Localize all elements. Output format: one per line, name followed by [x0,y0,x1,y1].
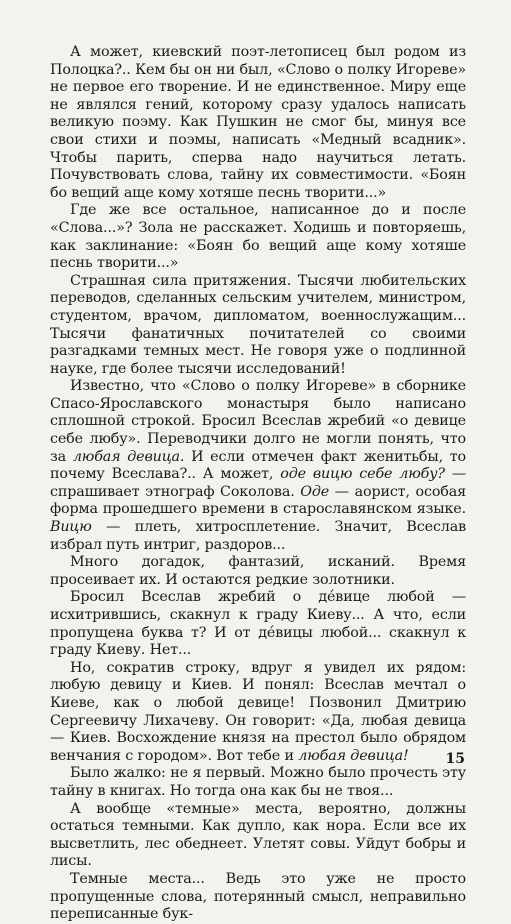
italic-phrase: оде вицю себе любу? [280,466,445,483]
paragraph-4-text: — спрашивает этнограф Соколова. [50,466,466,500]
paragraph-9: А вообще «темные» места, вероятно, должны остаться темными. Как дупло, как нора. Если все их высветлить, лес обеднеет. Улетят совы. Уйдут бобры и лисы. [50,800,466,870]
paragraph-7 [50,660,466,766]
paragraph-4-text: — плеть, хитросплетение. Значит, Всеслав избрал путь интриг, раздоров... [50,519,466,553]
book-page-text [50,44,466,924]
paragraph-4-text: . И если отмечен факт женитьбы, то почему Всеслава?.. А может, [50,448,466,483]
italic-phrase: любая девица [72,448,180,465]
paragraph-1: А может, киевский поэт-летописец был родом из Полоцка?.. Кем бы он ни был, «Слово о полку Игореве» не первое его творение. И не единственное. Миру еще не являлся гений, которому сразу удалось написать великую поэму. Как Пушкин не смог бы, минуя все свои стихи и поэмы, написать «Медный всадник». Чтобы парить, сперва надо научиться летать. Почувствовать слова, тайну их совместимости. «Боян бо вещий аще кому хотяше песнь творити...» [50,44,466,201]
italic-phrase: любая девица! [298,747,409,764]
page-number: 15 [445,751,465,767]
paragraph-4 [50,378,466,554]
italic-phrase: Оде [300,483,330,500]
paragraph-7-text: Но, сократив строку, вдруг я увидел их рядом: любую девицу и Киев. И понял: Всеслав мечтал о Киеве, как о любой девице! Позвонил Дмитрию Сергеевичу Лихачеву. Он говорит: «Да, любая девица — Киев. Восхождение князя на престол было обрядом венчания с городом». Вот тебе и [50,659,466,764]
paragraph-5: Много догадок, фантазий, исканий. Время просеивает их. И остаются редкие золотники. [50,554,466,588]
paragraph-2: Где же все остальное, написанное до и после «Слова...»? Зола не расскажет. Ходишь и повторяешь, как заклинание: «Боян бо вещий аще кому хотяше песнь творити...» [50,202,466,272]
paragraph-6: Бросил Всеслав жребий о дéвице любой — исхитрившись, скакнул к граду Киеву... А что, если пропущена буква т? И от дéвицы любой... скакнул к граду Киеву. Нет... [50,589,466,659]
paragraph-3: Страшная сила притяжения. Тысячи любительских переводов, сделанных сельским учителем, министром, студентом, врачом, дипломатом, военнослужащим... Тысячи фанатичных почитателей со своими разгадками темных мест. Не говоря уже о подлинной науке, где более тысячи исследований! [50,272,466,377]
paragraph-10: Темные места... Ведь это уже не просто пропущенные слова, потерянный смысл, неправильно переписанные бук- [50,870,466,923]
paragraph-4-text: — аорист, особая форма прошедшего времени в старославянском языке. [50,483,466,518]
paragraph-8: Было жалко: не я первый. Можно было прочесть эту тайну в книгах. Но тогда она как бы не твоя... [50,765,466,799]
paragraph-4-text: Известно, что «Слово о полку Игореве» в сборнике Спасо-Ярославского монастыря было написано сплошной строкой. Бросил Всеслав жребий «о девице себе любу». Переводчики долго не могли понять, что за [50,378,466,465]
italic-phrase: Вицю [50,519,92,536]
